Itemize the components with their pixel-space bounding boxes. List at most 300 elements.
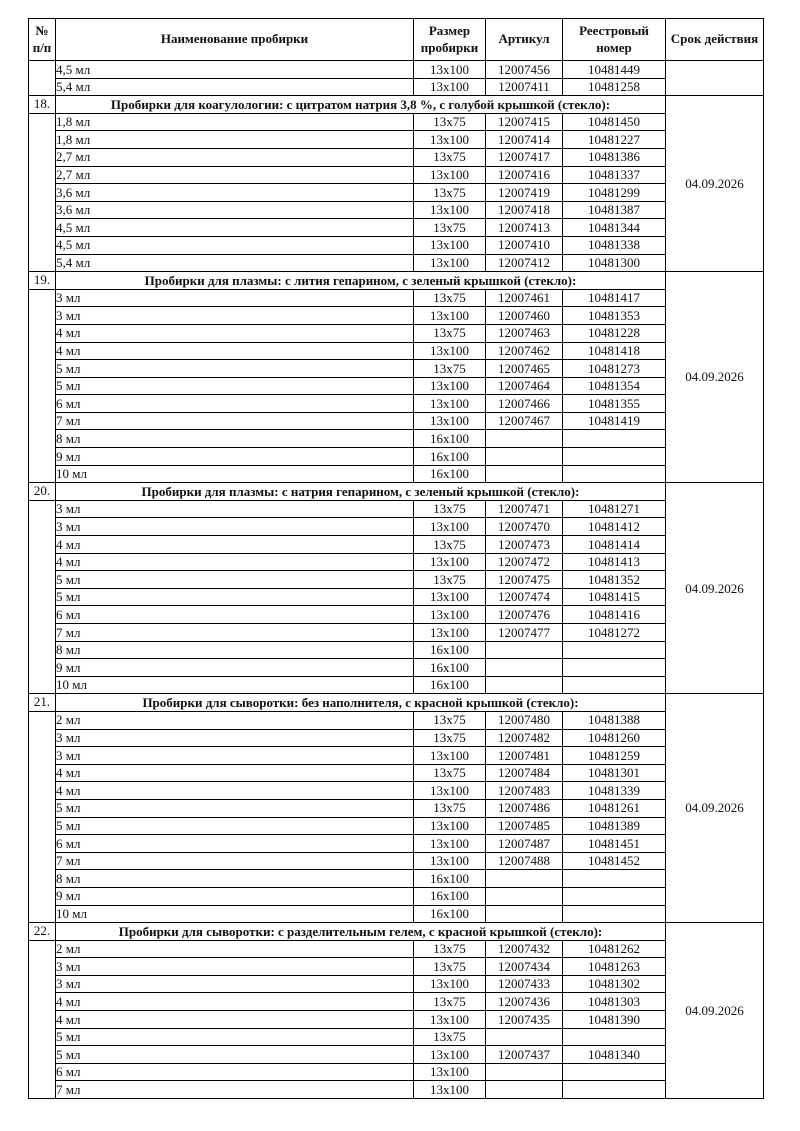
tube-name-cell: 2 мл xyxy=(56,940,414,958)
table-header-row xyxy=(29,19,764,61)
reg-number-cell xyxy=(563,1063,666,1081)
table-row xyxy=(29,764,764,782)
table-row xyxy=(29,61,764,79)
section-header-row xyxy=(29,272,764,290)
tube-name-cell: 5 мл xyxy=(56,817,414,835)
reg-number-cell xyxy=(563,641,666,659)
tube-size-cell: 13x100 xyxy=(414,1011,486,1029)
tube-name-cell: 4,5 мл xyxy=(56,219,414,237)
tube-size-cell: 13x100 xyxy=(414,201,486,219)
article-cell: 12007474 xyxy=(486,588,563,606)
tube-size-cell: 13x75 xyxy=(414,940,486,958)
tube-size-cell: 16x100 xyxy=(414,641,486,659)
table-row xyxy=(29,342,764,360)
tube-name-cell: 5 мл xyxy=(56,360,414,378)
table-row xyxy=(29,835,764,853)
article-cell: 12007486 xyxy=(486,799,563,817)
article-cell: 12007462 xyxy=(486,342,563,360)
article-cell xyxy=(486,641,563,659)
article-cell: 12007472 xyxy=(486,553,563,571)
tube-name-cell: 3,6 мл xyxy=(56,201,414,219)
article-cell: 12007471 xyxy=(486,500,563,518)
table-row xyxy=(29,676,764,694)
reg-number-cell: 10481271 xyxy=(563,500,666,518)
table-row xyxy=(29,201,764,219)
validity-cell: 04.09.2026 xyxy=(666,272,764,483)
tube-size-cell: 13x100 xyxy=(414,518,486,536)
table-row xyxy=(29,289,764,307)
tube-name-cell: 9 мл xyxy=(56,448,414,466)
reg-number-cell: 10481387 xyxy=(563,201,666,219)
tube-size-cell: 13x75 xyxy=(414,729,486,747)
section-number: 20. xyxy=(29,483,56,501)
reg-number-cell: 10481340 xyxy=(563,1046,666,1064)
tube-size-cell: 13x75 xyxy=(414,360,486,378)
reg-number-cell: 10481390 xyxy=(563,1011,666,1029)
tube-name-cell: 8 мл xyxy=(56,870,414,888)
article-cell: 12007412 xyxy=(486,254,563,272)
table-row xyxy=(29,958,764,976)
table-row xyxy=(29,148,764,166)
table-row xyxy=(29,641,764,659)
reg-number-cell: 10481389 xyxy=(563,817,666,835)
article-cell: 12007466 xyxy=(486,395,563,413)
section-title: Пробирки для сыворотки: с разделительным гелем, с красной крышкой (стекло): xyxy=(56,923,666,941)
tube-size-cell: 13x100 xyxy=(414,254,486,272)
tube-size-cell: 16x100 xyxy=(414,905,486,923)
article-cell xyxy=(486,1028,563,1046)
tube-size-cell: 13x100 xyxy=(414,307,486,325)
table-row xyxy=(29,324,764,342)
reg-number-cell: 10481388 xyxy=(563,711,666,729)
table-row xyxy=(29,588,764,606)
reg-number-cell: 10481258 xyxy=(563,78,666,96)
validity-cell: 04.09.2026 xyxy=(666,694,764,923)
reg-number-cell: 10481355 xyxy=(563,395,666,413)
table-row xyxy=(29,377,764,395)
tube-size-cell: 13x75 xyxy=(414,1028,486,1046)
article-cell: 12007482 xyxy=(486,729,563,747)
tube-size-cell: 13x100 xyxy=(414,61,486,79)
reg-number-cell: 10481413 xyxy=(563,553,666,571)
article-cell: 12007413 xyxy=(486,219,563,237)
row-number-cell xyxy=(29,711,56,922)
article-cell: 12007461 xyxy=(486,289,563,307)
reg-number-cell xyxy=(563,659,666,677)
tube-name-cell: 5,4 мл xyxy=(56,254,414,272)
header-size: Размер пробирки xyxy=(414,19,486,61)
tube-size-cell: 13x75 xyxy=(414,536,486,554)
table-row xyxy=(29,852,764,870)
tube-name-cell: 5 мл xyxy=(56,377,414,395)
tube-size-cell: 13x100 xyxy=(414,166,486,184)
reg-number-cell xyxy=(563,1081,666,1099)
tube-size-cell: 13x75 xyxy=(414,500,486,518)
tube-size-cell: 13x100 xyxy=(414,412,486,430)
article-cell: 12007481 xyxy=(486,747,563,765)
tube-name-cell: 3 мл xyxy=(56,729,414,747)
article-cell: 12007419 xyxy=(486,184,563,202)
table-row xyxy=(29,711,764,729)
reg-number-cell: 10481301 xyxy=(563,764,666,782)
tube-name-cell: 4 мл xyxy=(56,324,414,342)
tube-name-cell: 5 мл xyxy=(56,799,414,817)
tube-name-cell: 10 мл xyxy=(56,465,414,483)
reg-number-cell: 10481272 xyxy=(563,624,666,642)
reg-number-cell: 10481339 xyxy=(563,782,666,800)
table-row xyxy=(29,729,764,747)
tube-name-cell: 7 мл xyxy=(56,1081,414,1099)
tube-name-cell: 5 мл xyxy=(56,1046,414,1064)
tube-name-cell: 2,7 мл xyxy=(56,166,414,184)
reg-number-cell: 10481412 xyxy=(563,518,666,536)
tube-name-cell: 3 мл xyxy=(56,747,414,765)
tube-name-cell: 7 мл xyxy=(56,412,414,430)
table-row xyxy=(29,430,764,448)
article-cell: 12007473 xyxy=(486,536,563,554)
tube-name-cell: 2 мл xyxy=(56,711,414,729)
table-row xyxy=(29,799,764,817)
tube-name-cell: 4 мл xyxy=(56,1011,414,1029)
tube-size-cell: 13x100 xyxy=(414,624,486,642)
table-row xyxy=(29,236,764,254)
article-cell: 12007434 xyxy=(486,958,563,976)
reg-number-cell xyxy=(563,887,666,905)
table-row xyxy=(29,360,764,378)
tube-size-cell: 13x100 xyxy=(414,852,486,870)
table-row xyxy=(29,395,764,413)
article-cell xyxy=(486,448,563,466)
article-cell: 12007432 xyxy=(486,940,563,958)
tube-size-cell: 13x100 xyxy=(414,835,486,853)
table-row xyxy=(29,1011,764,1029)
table-row xyxy=(29,219,764,237)
validity-cell xyxy=(666,61,764,96)
tube-name-cell: 4 мл xyxy=(56,764,414,782)
tube-name-cell: 1,8 мл xyxy=(56,131,414,149)
article-cell: 12007417 xyxy=(486,148,563,166)
reg-number-cell: 10481418 xyxy=(563,342,666,360)
tube-name-cell: 5 мл xyxy=(56,588,414,606)
tube-size-cell: 16x100 xyxy=(414,887,486,905)
table-row xyxy=(29,870,764,888)
section-number: 22. xyxy=(29,923,56,941)
tube-size-cell: 13x75 xyxy=(414,324,486,342)
tube-size-cell: 13x100 xyxy=(414,78,486,96)
table-row xyxy=(29,1063,764,1081)
article-cell: 12007416 xyxy=(486,166,563,184)
article-cell: 12007484 xyxy=(486,764,563,782)
section-header-row xyxy=(29,483,764,501)
table-row xyxy=(29,131,764,149)
article-cell xyxy=(486,887,563,905)
tube-size-cell: 13x100 xyxy=(414,342,486,360)
header-name: Наименование пробирки xyxy=(56,19,414,61)
tube-size-cell: 13x75 xyxy=(414,571,486,589)
tube-name-cell: 1,8 мл xyxy=(56,113,414,131)
tube-name-cell: 4,5 мл xyxy=(56,61,414,79)
row-number-cell xyxy=(29,61,56,96)
reg-number-cell: 10481261 xyxy=(563,799,666,817)
reg-number-cell xyxy=(563,905,666,923)
article-cell: 12007475 xyxy=(486,571,563,589)
article-cell: 12007411 xyxy=(486,78,563,96)
table-row xyxy=(29,624,764,642)
header-reg-number: Реестровый номер xyxy=(563,19,666,61)
tube-name-cell: 7 мл xyxy=(56,624,414,642)
reg-number-cell: 10481302 xyxy=(563,975,666,993)
reg-number-cell: 10481352 xyxy=(563,571,666,589)
article-cell: 12007460 xyxy=(486,307,563,325)
tube-name-cell: 10 мл xyxy=(56,905,414,923)
tube-size-cell: 13x100 xyxy=(414,1081,486,1099)
article-cell: 12007465 xyxy=(486,360,563,378)
section-number: 19. xyxy=(29,272,56,290)
table-row xyxy=(29,536,764,554)
tube-name-cell: 3 мл xyxy=(56,289,414,307)
reg-number-cell: 10481299 xyxy=(563,184,666,202)
article-cell: 12007488 xyxy=(486,852,563,870)
tube-name-cell: 4 мл xyxy=(56,782,414,800)
tube-size-cell: 13x75 xyxy=(414,993,486,1011)
table-row xyxy=(29,817,764,835)
table-row xyxy=(29,606,764,624)
tube-name-cell: 8 мл xyxy=(56,430,414,448)
section-header-row xyxy=(29,923,764,941)
tube-name-cell: 9 мл xyxy=(56,659,414,677)
table-row xyxy=(29,113,764,131)
tube-name-cell: 5 мл xyxy=(56,571,414,589)
reg-number-cell: 10481303 xyxy=(563,993,666,1011)
row-number-cell xyxy=(29,113,56,271)
reg-number-cell xyxy=(563,448,666,466)
table-row xyxy=(29,993,764,1011)
table-row xyxy=(29,975,764,993)
reg-number-cell xyxy=(563,676,666,694)
article-cell xyxy=(486,1081,563,1099)
tube-name-cell: 9 мл xyxy=(56,887,414,905)
tube-size-cell: 16x100 xyxy=(414,448,486,466)
tube-name-cell: 2,7 мл xyxy=(56,148,414,166)
tube-size-cell: 13x100 xyxy=(414,975,486,993)
reg-number-cell xyxy=(563,465,666,483)
section-number: 21. xyxy=(29,694,56,712)
tube-name-cell: 3 мл xyxy=(56,975,414,993)
reg-number-cell: 10481262 xyxy=(563,940,666,958)
tube-name-cell: 5 мл xyxy=(56,1028,414,1046)
tube-size-cell: 16x100 xyxy=(414,659,486,677)
tube-size-cell: 16x100 xyxy=(414,465,486,483)
article-cell: 12007463 xyxy=(486,324,563,342)
tube-size-cell: 16x100 xyxy=(414,676,486,694)
tube-name-cell: 4 мл xyxy=(56,553,414,571)
header-article: Артикул xyxy=(486,19,563,61)
reg-number-cell: 10481416 xyxy=(563,606,666,624)
tube-size-cell: 13x75 xyxy=(414,148,486,166)
article-cell: 12007487 xyxy=(486,835,563,853)
article-cell xyxy=(486,905,563,923)
article-cell: 12007476 xyxy=(486,606,563,624)
reg-number-cell: 10481344 xyxy=(563,219,666,237)
tube-name-cell: 3 мл xyxy=(56,518,414,536)
tube-size-cell: 13x100 xyxy=(414,131,486,149)
table-row xyxy=(29,78,764,96)
section-number: 18. xyxy=(29,96,56,114)
header-validity: Срок действия xyxy=(666,19,764,61)
reg-number-cell: 10481259 xyxy=(563,747,666,765)
article-cell xyxy=(486,659,563,677)
table-row xyxy=(29,940,764,958)
article-cell: 12007437 xyxy=(486,1046,563,1064)
article-cell xyxy=(486,1063,563,1081)
tube-name-cell: 10 мл xyxy=(56,676,414,694)
tube-size-cell: 13x75 xyxy=(414,799,486,817)
tube-size-cell: 13x75 xyxy=(414,289,486,307)
validity-cell: 04.09.2026 xyxy=(666,96,764,272)
tube-name-cell: 7 мл xyxy=(56,852,414,870)
article-cell xyxy=(486,870,563,888)
tube-size-cell: 16x100 xyxy=(414,430,486,448)
section-title: Пробирки для коагулологии: с цитратом натрия 3,8 %, с голубой крышкой (стекло): xyxy=(56,96,666,114)
section-title: Пробирки для плазмы: с натрия гепарином, с зеленый крышкой (стекло): xyxy=(56,483,666,501)
section-header-row xyxy=(29,96,764,114)
reg-number-cell: 10481228 xyxy=(563,324,666,342)
tube-name-cell: 3,6 мл xyxy=(56,184,414,202)
reg-number-cell: 10481338 xyxy=(563,236,666,254)
tube-size-cell: 13x100 xyxy=(414,553,486,571)
tube-size-cell: 16x100 xyxy=(414,870,486,888)
article-cell: 12007414 xyxy=(486,131,563,149)
reg-number-cell: 10481386 xyxy=(563,148,666,166)
validity-cell: 04.09.2026 xyxy=(666,923,764,1099)
tube-size-cell: 13x100 xyxy=(414,817,486,835)
article-cell xyxy=(486,430,563,448)
reg-number-cell: 10481227 xyxy=(563,131,666,149)
reg-number-cell: 10481353 xyxy=(563,307,666,325)
table-row xyxy=(29,254,764,272)
tube-size-cell: 13x100 xyxy=(414,747,486,765)
table-row xyxy=(29,747,764,765)
table-body xyxy=(29,61,764,1099)
tube-name-cell: 5,4 мл xyxy=(56,78,414,96)
table-row xyxy=(29,553,764,571)
tube-size-cell: 13x100 xyxy=(414,1063,486,1081)
article-cell: 12007485 xyxy=(486,817,563,835)
tube-name-cell: 3 мл xyxy=(56,500,414,518)
article-cell: 12007410 xyxy=(486,236,563,254)
section-header-row xyxy=(29,694,764,712)
reg-number-cell: 10481415 xyxy=(563,588,666,606)
row-number-cell xyxy=(29,289,56,483)
tube-size-cell: 13x100 xyxy=(414,782,486,800)
reg-number-cell: 10481263 xyxy=(563,958,666,976)
article-cell: 12007470 xyxy=(486,518,563,536)
table-row xyxy=(29,887,764,905)
section-title: Пробирки для плазмы: с лития гепарином, с зеленый крышкой (стекло): xyxy=(56,272,666,290)
reg-number-cell: 10481337 xyxy=(563,166,666,184)
table-row xyxy=(29,448,764,466)
reg-number-cell: 10481273 xyxy=(563,360,666,378)
table-row xyxy=(29,905,764,923)
row-number-cell xyxy=(29,940,56,1098)
tube-name-cell: 4 мл xyxy=(56,993,414,1011)
reg-number-cell: 10481451 xyxy=(563,835,666,853)
table-row xyxy=(29,500,764,518)
tube-size-cell: 13x100 xyxy=(414,606,486,624)
tube-size-cell: 13x75 xyxy=(414,711,486,729)
table-row xyxy=(29,307,764,325)
article-cell xyxy=(486,465,563,483)
table-row xyxy=(29,465,764,483)
article-cell xyxy=(486,676,563,694)
tube-name-cell: 4 мл xyxy=(56,536,414,554)
table-row xyxy=(29,659,764,677)
tube-name-cell: 6 мл xyxy=(56,1063,414,1081)
tube-name-cell: 6 мл xyxy=(56,395,414,413)
tube-size-cell: 13x75 xyxy=(414,219,486,237)
table-row xyxy=(29,1028,764,1046)
tube-size-cell: 13x100 xyxy=(414,395,486,413)
reg-number-cell: 10481450 xyxy=(563,113,666,131)
reg-number-cell: 10481414 xyxy=(563,536,666,554)
article-cell: 12007456 xyxy=(486,61,563,79)
tube-name-cell: 3 мл xyxy=(56,958,414,976)
tube-size-cell: 13x100 xyxy=(414,236,486,254)
validity-cell: 04.09.2026 xyxy=(666,483,764,694)
section-title: Пробирки для сыворотки: без наполнителя, с красной крышкой (стекло): xyxy=(56,694,666,712)
tube-name-cell: 8 мл xyxy=(56,641,414,659)
tube-size-cell: 13x75 xyxy=(414,113,486,131)
reg-number-cell: 10481452 xyxy=(563,852,666,870)
article-cell: 12007433 xyxy=(486,975,563,993)
tube-name-cell: 6 мл xyxy=(56,606,414,624)
article-cell: 12007464 xyxy=(486,377,563,395)
table-row xyxy=(29,1046,764,1064)
article-cell: 12007415 xyxy=(486,113,563,131)
reg-number-cell: 10481449 xyxy=(563,61,666,79)
reg-number-cell: 10481260 xyxy=(563,729,666,747)
tube-size-cell: 13x100 xyxy=(414,588,486,606)
article-cell: 12007467 xyxy=(486,412,563,430)
tube-size-cell: 13x100 xyxy=(414,377,486,395)
table-row xyxy=(29,782,764,800)
table-row xyxy=(29,184,764,202)
tube-size-cell: 13x75 xyxy=(414,958,486,976)
tube-name-cell: 3 мл xyxy=(56,307,414,325)
table-row xyxy=(29,166,764,184)
reg-number-cell: 10481300 xyxy=(563,254,666,272)
tube-name-cell: 4,5 мл xyxy=(56,236,414,254)
tube-size-cell: 13x100 xyxy=(414,1046,486,1064)
reg-number-cell: 10481354 xyxy=(563,377,666,395)
row-number-cell xyxy=(29,500,56,694)
reg-number-cell xyxy=(563,870,666,888)
article-cell: 12007477 xyxy=(486,624,563,642)
table-row xyxy=(29,412,764,430)
article-cell: 12007480 xyxy=(486,711,563,729)
tube-catalog-table xyxy=(28,18,764,1099)
article-cell: 12007435 xyxy=(486,1011,563,1029)
tube-size-cell: 13x75 xyxy=(414,184,486,202)
reg-number-cell xyxy=(563,1028,666,1046)
reg-number-cell: 10481417 xyxy=(563,289,666,307)
article-cell: 12007436 xyxy=(486,993,563,1011)
tube-size-cell: 13x75 xyxy=(414,764,486,782)
table-row xyxy=(29,1081,764,1099)
article-cell: 12007483 xyxy=(486,782,563,800)
table-row xyxy=(29,518,764,536)
header-num: № п/п xyxy=(29,19,56,61)
